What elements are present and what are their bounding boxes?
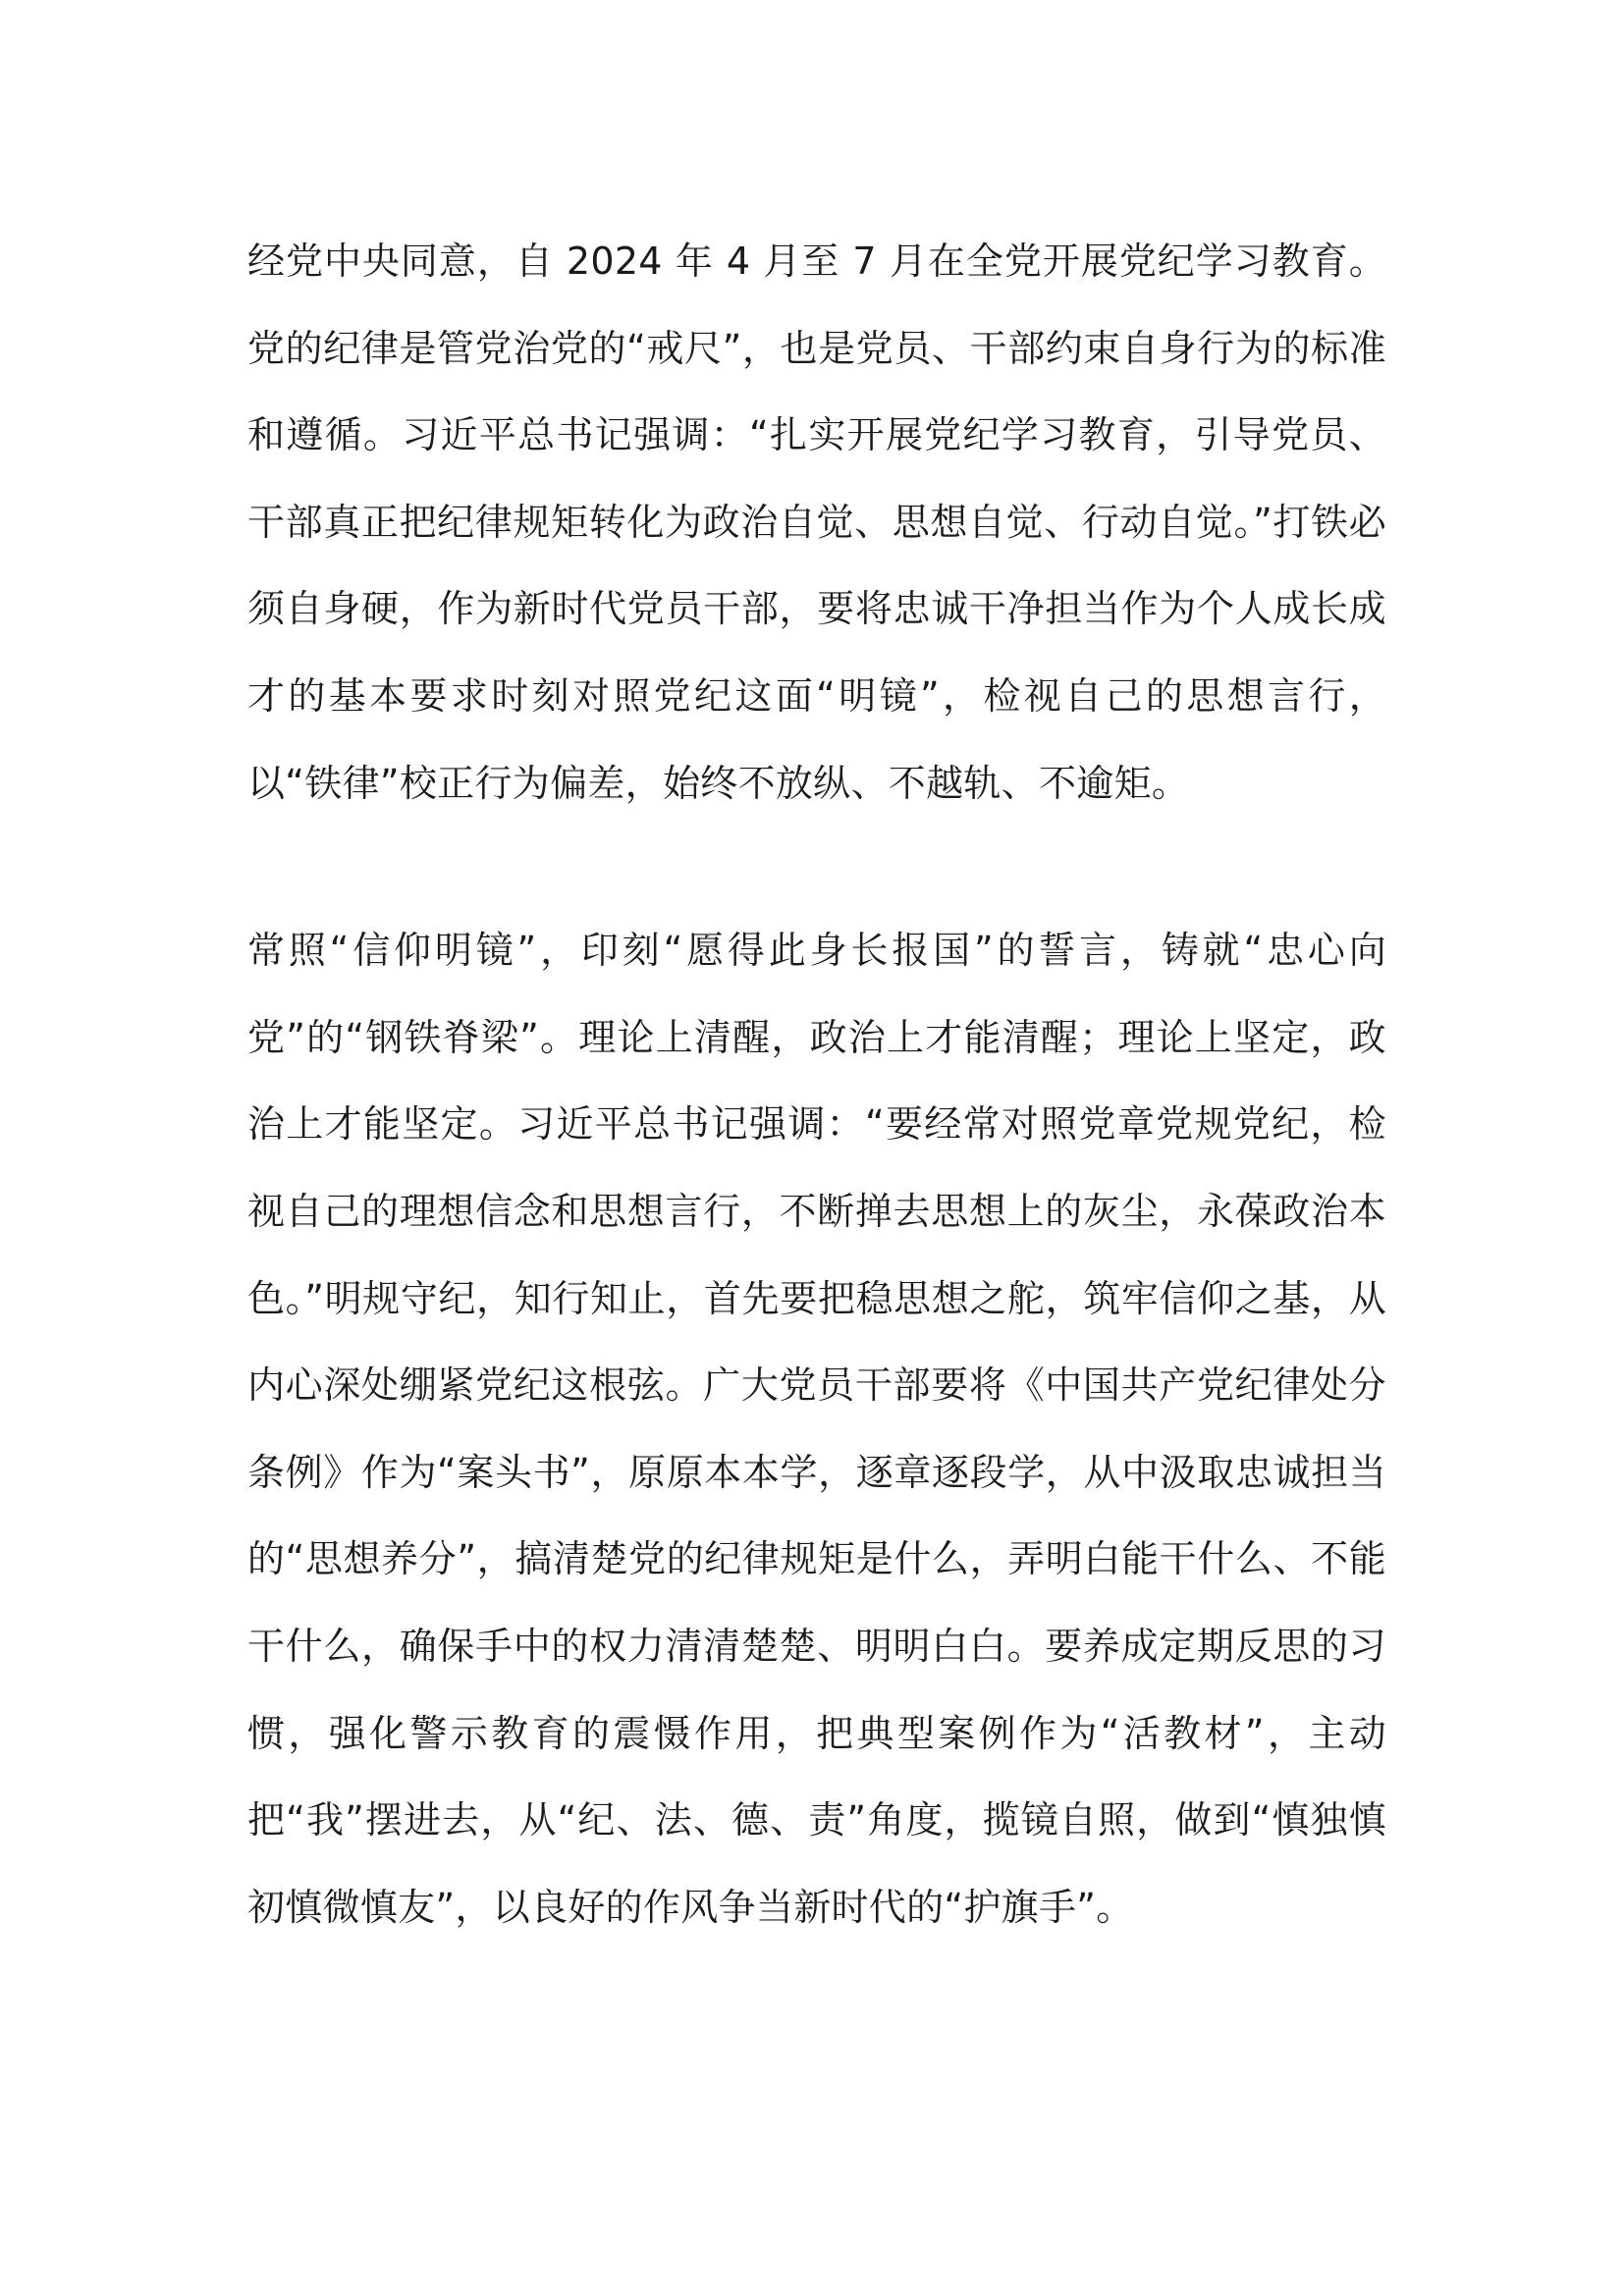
- paragraph-faith-mirror: 常照“信仰明镜”，印刻“愿得此身长报国”的誓言，铸就“忠心向党”的“钢铁脊梁”。理论上清醒，政治上才能清醒；理论上坚定，政治上才能坚定。习近平总书记强调：“要经常对照党章党规党纪，检视自己的理想信念和思想言行，不断掸去思想上的灰尘，永葆政治本色。”明规守纪，知行知止，首先要把稳思想之舵，筑牢信仰之基，从内心深处绷紧党纪这根弦。广大党员干部要将《中国共产党纪律处分条例》作为“案头书”，原原本本学，逐章逐段学，从中汲取忠诚担当的“思想养分”，搞清楚党的纪律规矩是什么，弄明白能干什么、不能干什么，确保手中的权力清清楚楚、明明白白。要养成定期反思的习惯，强化警示教育的震慑作用，把典型案例作为“活教材”，主动把“我”摆进去，从“纪、法、德、责”角度，揽镜自照，做到“慎独慎初慎微慎友”，以良好的作风争当新时代的“护旗手”。: [247, 929, 1386, 1929]
- paragraph-party-discipline-education: 经党中央同意，自 2024 年 4 月至 7 月在全党开展党纪学习教育。党的纪律是管党治党的“戒尺”，也是党员、干部约束自身行为的标准和遵循。习近平总书记强调：“扎实开展党纪学习教育，引导党员、干部真正把纪律规矩转化为政治自觉、思想自觉、行动自觉。”打铁必须自身硬，作为新时代党员干部，要将忠诚干净担当作为个人成长成才的基本要求时刻对照党纪这面“明镜”，检视自己的思想言行，以“铁律”校正行为偏差，始终不放纵、不越轨、不逾矩。: [247, 240, 1386, 805]
- document-body: [247, 218, 1386, 1950]
